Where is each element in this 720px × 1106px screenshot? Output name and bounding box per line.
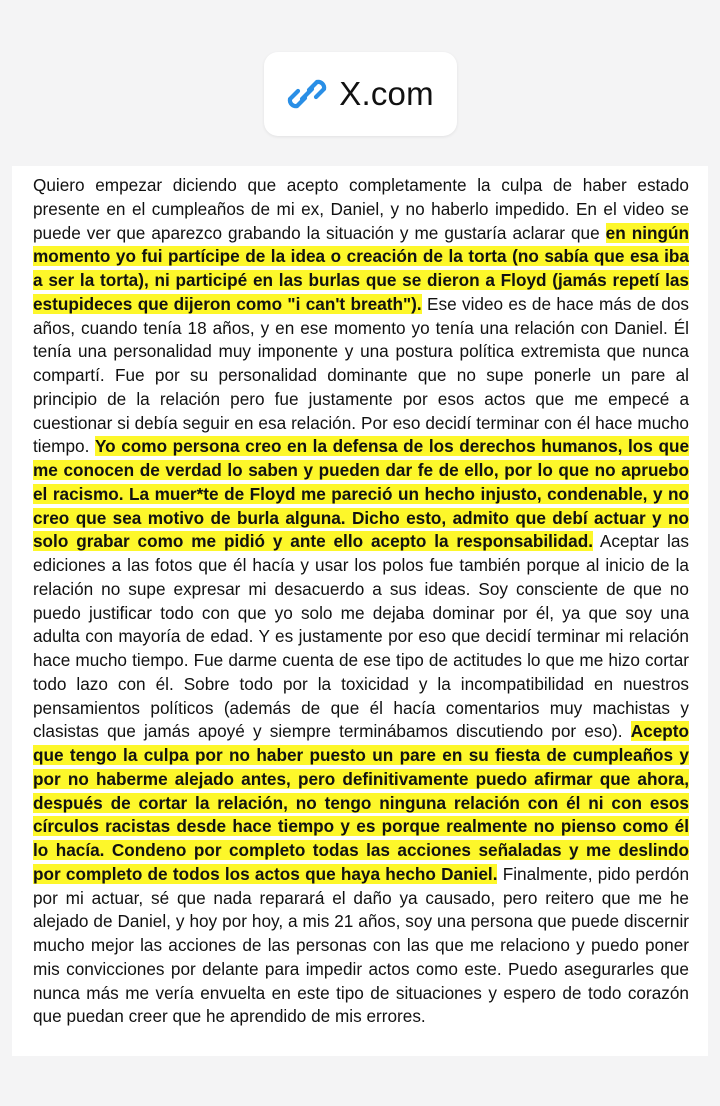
- text-segment: Ese video es de hace más de dos años, cuando tenía 18 años, y en ese momento yo tenía una relación con Daniel. Él tenía una personalidad muy imponente y una postura política extremista que nunca compartí. Fue por su personalidad dominante que no supe ponerle un pare al principio de la relación pero fue justamente por esos actos que me empecé a cuestionar si debía seguir en esa relación. Por eso decidí terminar con él hace mucho tiempo.: [33, 293, 690, 457]
- link-icon: [287, 74, 327, 114]
- source-badge[interactable]: [264, 52, 457, 136]
- statement-text: [33, 174, 689, 1029]
- statement-document: [12, 166, 708, 1056]
- text-segment: Quiero empezar diciendo que acepto completamente la culpa de haber estado presente en el cumpleaños de mi ex, Daniel, y no haberlo impedido. En el video se puede ver que aparezco grabando la situación y me gustaría aclarar que: [33, 175, 689, 243]
- highlighted-segment: Acepto que tengo la culpa por no haber puesto un pare en su fiesta de cumpleaños y por no haberme alejado antes, pero definitivamente puedo afirmar que ahora, después de cortar la relación, no tengo ninguna relación con él ni con esos círculos racistas desde hace tiempo y es porque realmente no pienso como él lo hacía. Condeno por completo todas las acciones señaladas y me deslindo por completo de todos los actos que haya hecho Daniel.: [33, 721, 689, 884]
- text-segment: Aceptar las ediciones a las fotos que él hacía y usar los polos fue también porque al inicio de la relación no supe expresar mi desacuerdo a sus ideas. Soy consciente de que no puedo justificar todo con que yo solo me dejaba dominar por él, ya que soy una adulta con mayoría de edad. Y es justamente por eso que decidí terminar mi relación hace mucho tiempo. Fue darme cuenta de ese tipo de actitudes lo que me hizo cortar todo lazo con él. Sobre todo por la toxicidad y la incompatibilidad en nuestros pensamientos políticos (además de que él hacía comentarios muy machistas y clasistas que jamás apoyé y siempre terminábamos discutiendo por eso).: [33, 531, 689, 742]
- highlighted-segment: Yo como persona creo en la defensa de los derechos humanos, los que me conocen de verdad lo saben y pueden dar fe de ello, por lo que no apruebo el racismo. La muer*te de Floyd me pareció un hecho injusto, condenable, y no creo que sea motivo de burla alguna. Dicho esto, admito que debí actuar y no solo grabar como me pidió y ante ello acepto la responsabilidad.: [33, 436, 690, 552]
- text-segment: Finalmente, pido perdón por mi actuar, sé que nada reparará el daño ya causado, pero reitero que me he alejado de Daniel, y hoy por hoy, a mis 21 años, soy una persona que puede discernir mucho mejor las acciones de las personas con las que me relaciono y puedo poner mis convicciones por delante para impedir actos como este. Puedo asegurarles que nunca más me vería envuelta en este tipo de situaciones y espero de todo corazón que puedan creer que he aprendido de mis errores.: [33, 863, 690, 1027]
- source-title: X.com: [339, 75, 434, 112]
- highlighted-segment: en ningún momento yo fui partícipe de la idea o creación de la torta (no sabía que esa iba a ser la torta), ni participé en las burlas que se dieron a Floyd (jamás repetí las estupideces que dijeron como "i can't breath").: [33, 222, 689, 314]
